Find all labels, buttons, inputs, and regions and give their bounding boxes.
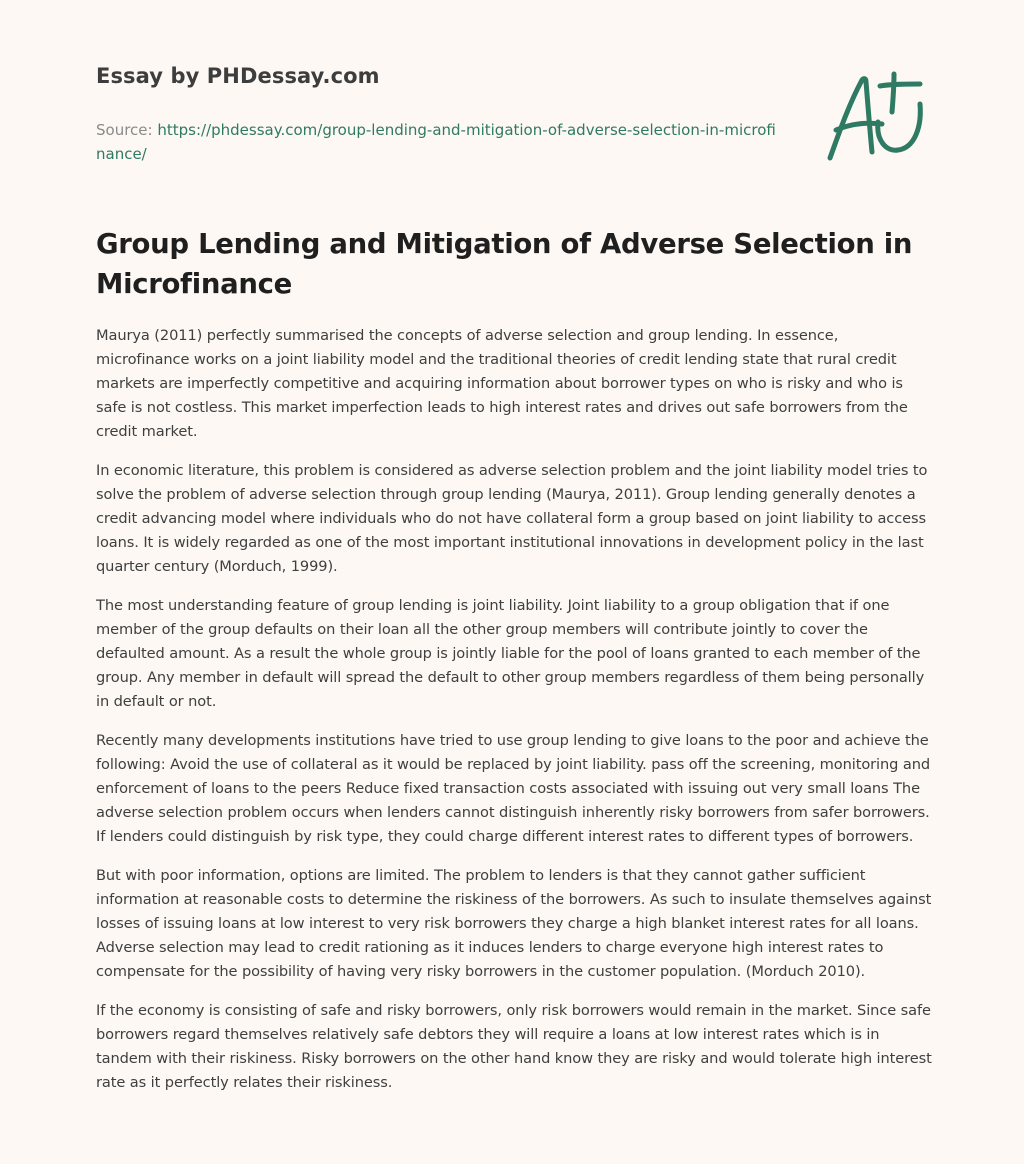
source-link[interactable]: https://phdessay.com/group-lending-and-mitigation-of-adverse-selection-in-microfinance/ — [96, 121, 776, 163]
source-label: Source: — [96, 121, 153, 139]
essay-paragraph: But with poor information, options are limited. The problem to lenders is that they cannot gather sufficient information at reasonable costs to determine the riskiness of the borrowers. As such to insulate themselves against losses of issuing loans at low interest to very risk borrowers they charge a high blanket interest rates for all loans. Adverse selection may lead to credit rationing as it induces lenders to charge everyone high interest rates to compensate for the possibility of having very risky borrowers in the customer population. (Morduch 2010). — [96, 867, 932, 980]
essay-paragraph: The most understanding feature of group lending is joint liability. Joint liability to a group obligation that if one member of the group defaults on their loan all the other group members will contribute jointly to cover the defaulted amount. As a result the whole group is jointly liable for the pool of loans granted to each member of the group. Any member in default will spread the default to other group members regardless of them being personally in default or not. — [96, 597, 925, 710]
a-plus-logo-icon — [820, 66, 930, 166]
essay-title: Group Lending and Mitigation of Adverse Selection in Microfinance — [96, 228, 913, 300]
essay-paragraph: If the economy is consisting of safe and risky borrowers, only risk borrowers would remain in the market. Since safe borrowers regard themselves relatively safe debtors they will require a loans at low interest rates which is in tandem with their riskiness. Risky borrowers on the other hand know they are risky and would tolerate high interest rate as it perfectly relates their riskiness. — [96, 1002, 932, 1091]
essay-body — [96, 324, 932, 1110]
essay-paragraph: Maurya (2011) perfectly summarised the concepts of adverse selection and group lending. In essence, microfinance works on a joint liability model and the traditional theories of credit lending state that rural credit markets are imperfectly competitive and acquiring information about borrower types on who is risky and who is safe is not costless. This market imperfection leads to high interest rates and drives out safe borrowers from the credit market. — [96, 327, 908, 440]
page-header — [96, 64, 776, 166]
essay-paragraph: Recently many developments institutions have tried to use group lending to give loans to the poor and achieve the following: Avoid the use of collateral as it would be replaced by joint liability. pass off the screening, monitoring and enforcement of loans to the peers Reduce fixed transaction costs associated with issuing out very small loans The adverse selection problem occurs when lenders cannot distinguish inherently risky borrowers from safer borrowers. If lenders could distinguish by risk type, they could charge different interest rates to different types of borrowers. — [96, 732, 931, 845]
site-brand: Essay by PHDessay.com — [96, 64, 380, 88]
source-line — [96, 118, 776, 166]
essay-paragraph: In economic literature, this problem is considered as adverse selection problem and the joint liability model tries to solve the problem of adverse selection through group lending (Maurya, 2011). Group lending generally denotes a credit advancing model where individuals who do not have collateral form a group based on joint liability to access loans. It is widely regarded as one of the most important institutional innovations in development policy in the last quarter century (Morduch, 1999). — [96, 462, 928, 575]
